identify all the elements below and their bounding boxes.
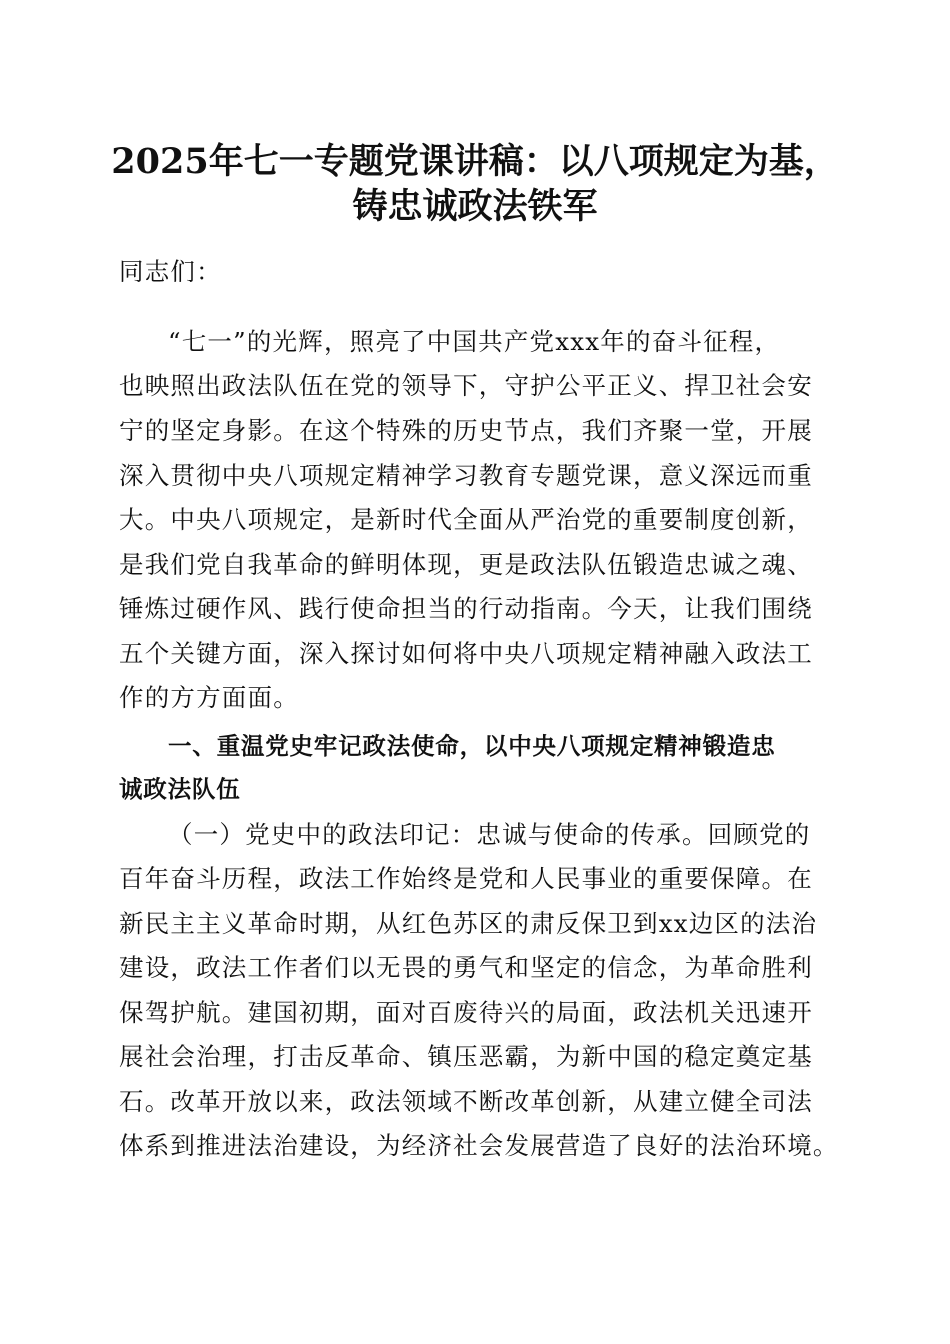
subsection-1-paragraph-line: 建设，政法工作者们以无畏的勇气和坚定的信念，为革命胜利 bbox=[119, 953, 813, 982]
document-title-line-2: 铸忠诚政法铁军 bbox=[352, 186, 598, 227]
intro-paragraph-line: 是我们党自我革命的鲜明体现，更是政法队伍锻造忠诚之魂、 bbox=[119, 550, 813, 579]
subsection-1-paragraph-line: 体系到推进法治建设，为经济社会发展营造了良好的法治环境。 bbox=[119, 1131, 839, 1160]
subsection-1-paragraph-line: 新民主主义革命时期，从红色苏区的肃反保卫到xx边区的法治 bbox=[119, 909, 818, 938]
intro-paragraph-line: 宁的坚定身影。在这个特殊的历史节点，我们齐聚一堂，开展 bbox=[119, 416, 813, 445]
subsection-1-paragraph-line: 百年奋斗历程，政法工作始终是党和人民事业的重要保障。在 bbox=[119, 864, 813, 893]
subsection-1-paragraph-line: （一）党史中的政法印记：忠诚与使命的传承。回顾党的 bbox=[168, 820, 811, 849]
section-1-heading-line-2: 诚政法队伍 bbox=[119, 775, 241, 803]
intro-paragraph-line: “七一”的光辉，照亮了中国共产党xxx年的奋斗征程， bbox=[168, 327, 781, 356]
subsection-1-paragraph-line: 展社会治理，打击反革命、镇压恶霸，为新中国的稳定奠定基 bbox=[119, 1042, 813, 1071]
intro-paragraph-line: 也映照出政法队伍在党的领导下，守护公平正义、捍卫社会安 bbox=[119, 371, 813, 400]
subsection-1-paragraph-line: 保驾护航。建国初期，面对百废待兴的局面，政法机关迅速开 bbox=[119, 998, 813, 1027]
salutation: 同志们： bbox=[119, 257, 222, 286]
intro-paragraph-line: 作的方方面面。 bbox=[119, 683, 299, 712]
intro-paragraph-line: 大。中央八项规定，是新时代全面从严治党的重要制度创新， bbox=[119, 505, 813, 534]
document-title-line-1: 2025年七一专题党课讲稿：以八项规定为基， bbox=[111, 141, 839, 182]
intro-paragraph-line: 五个关键方面，深入探讨如何将中央八项规定精神融入政法工 bbox=[119, 639, 813, 668]
subsection-1-paragraph-line: 石。改革开放以来，政法领域不断改革创新，从建立健全司法 bbox=[119, 1087, 813, 1116]
intro-paragraph-line: 深入贯彻中央八项规定精神学习教育专题党课，意义深远而重 bbox=[119, 461, 813, 490]
section-1-heading-line-1: 一、重温党史牢记政法使命，以中央八项规定精神锻造忠 bbox=[168, 732, 776, 760]
intro-paragraph-line: 锤炼过硬作风、践行使命担当的行动指南。今天，让我们围绕 bbox=[119, 594, 813, 623]
